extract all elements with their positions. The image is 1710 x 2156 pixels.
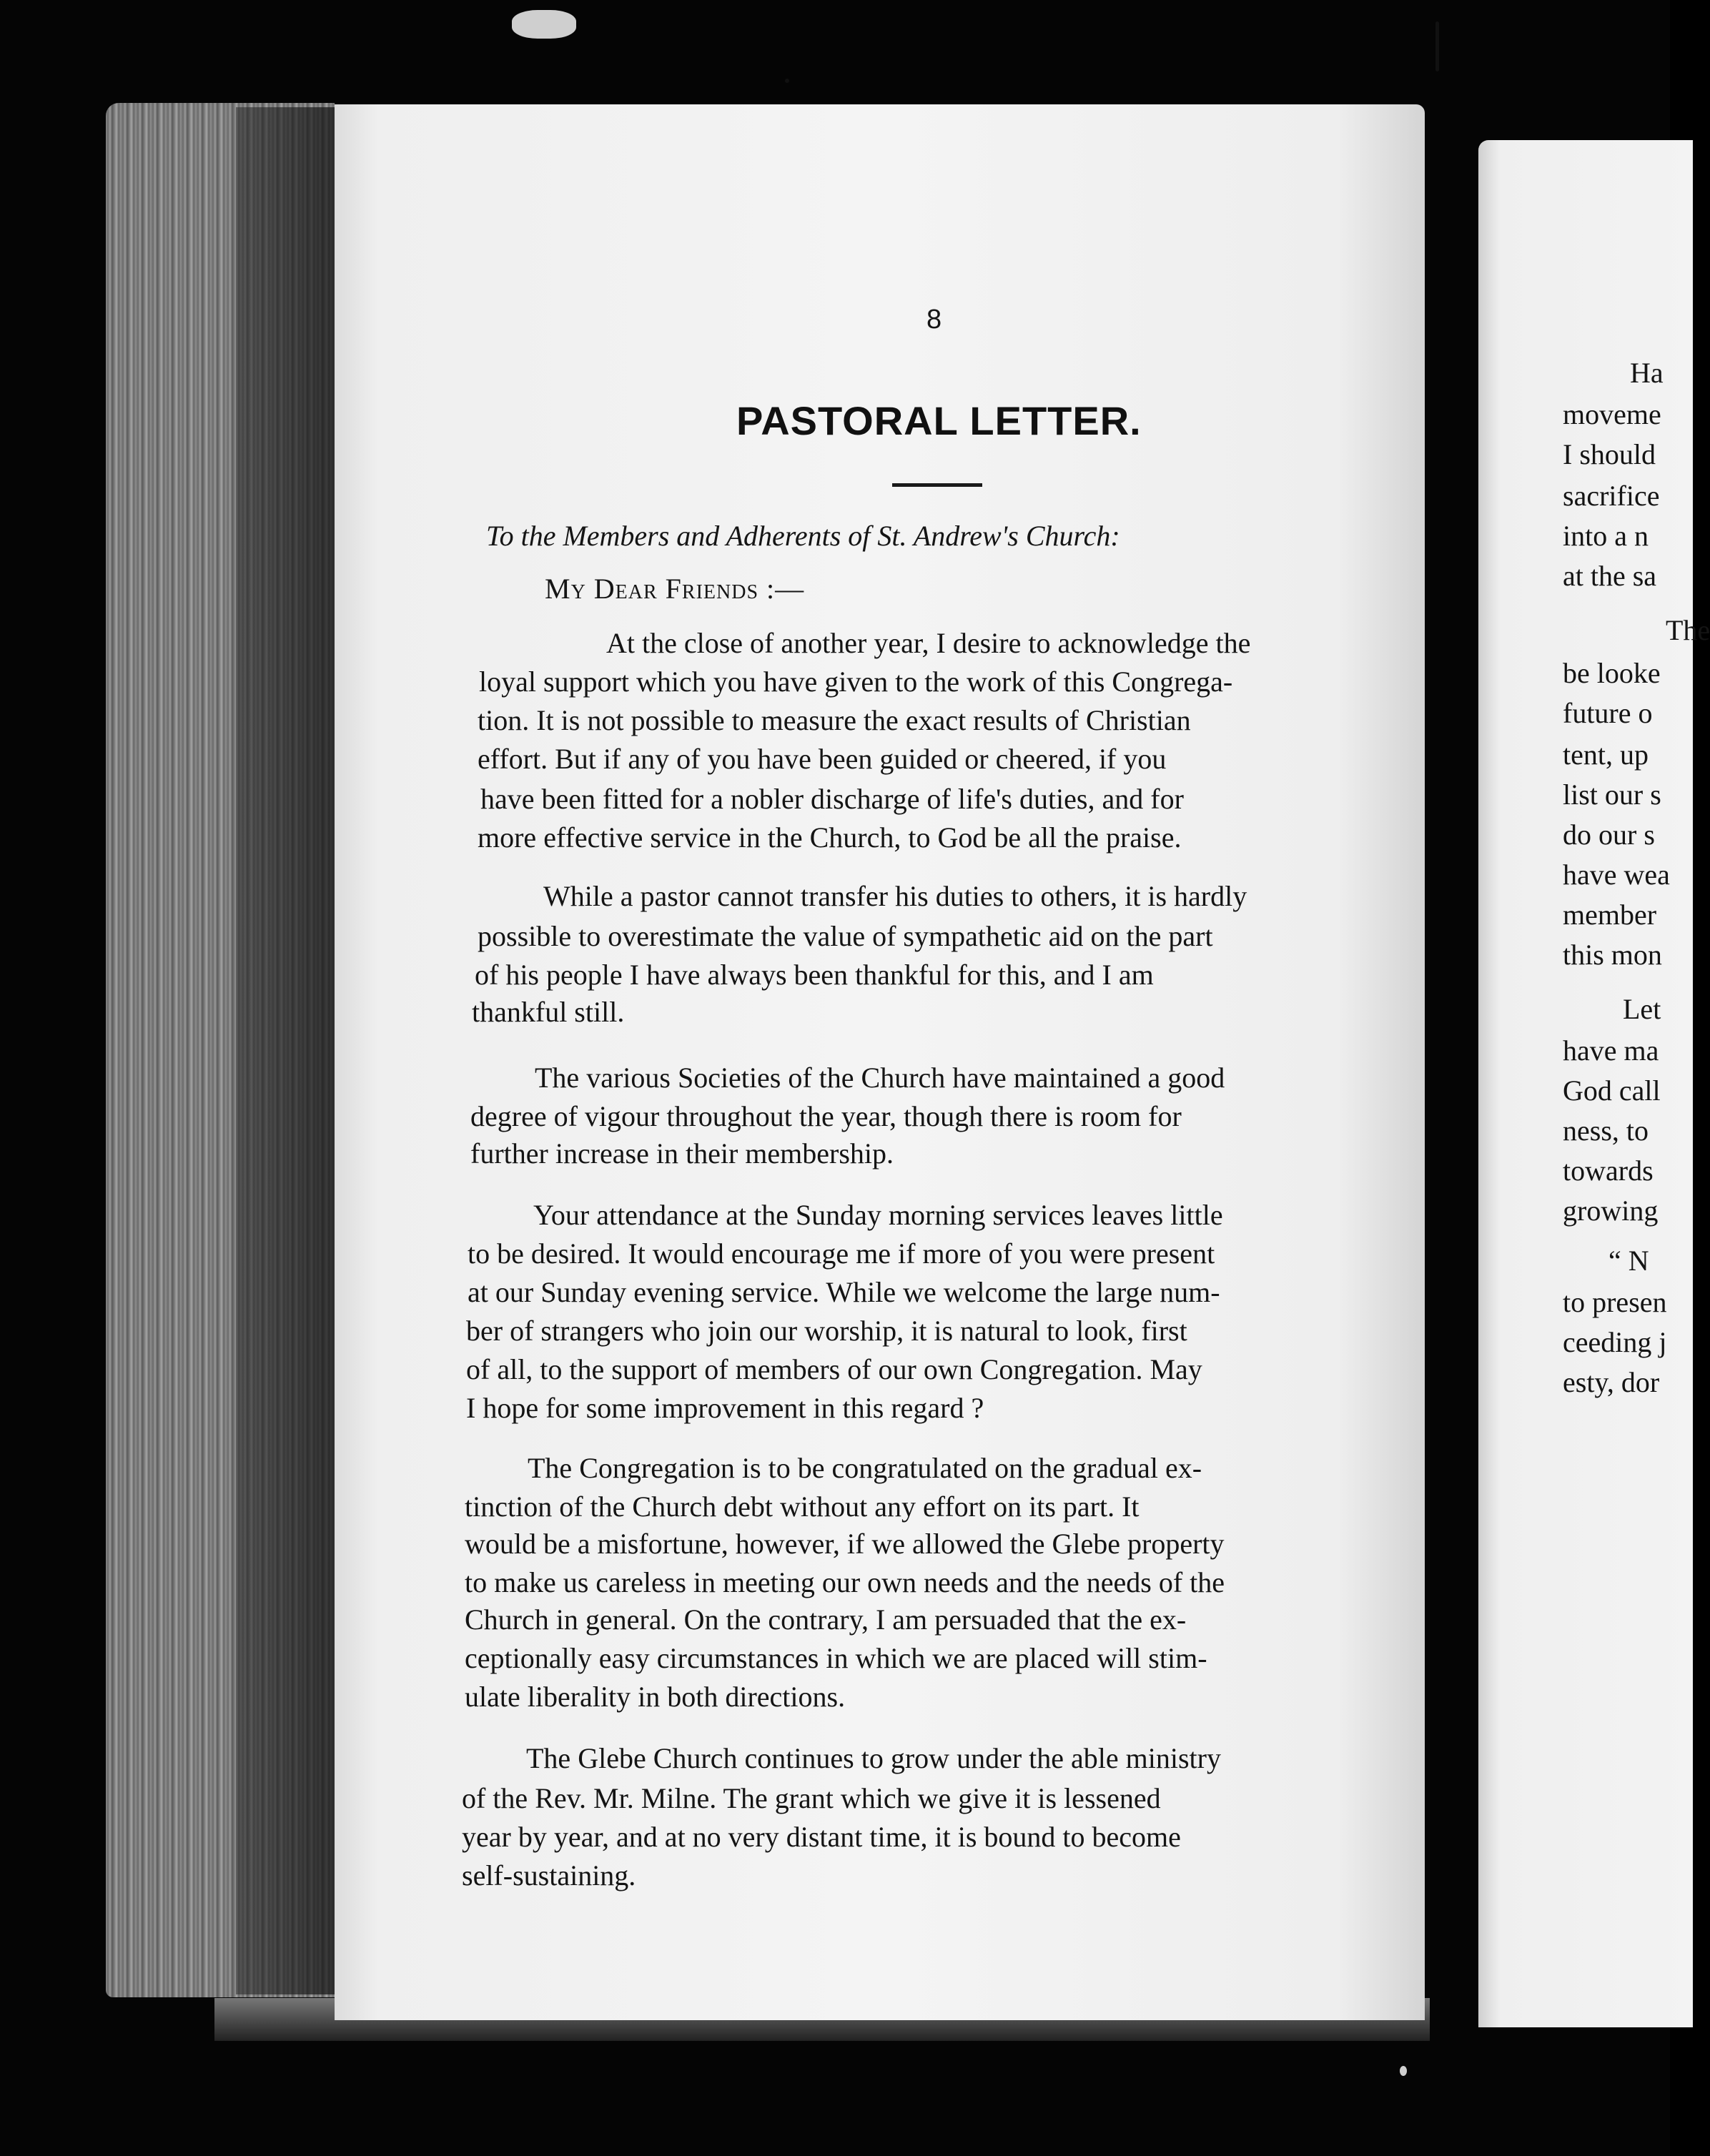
right-page-line: into a n (1563, 520, 1649, 552)
body-line: year by year, and at no very distant time, it is bound to become (462, 1821, 1181, 1853)
body-line: ulate liberality in both directions. (465, 1681, 846, 1713)
right-page-line: do our s (1563, 819, 1655, 851)
right-page-line: ceeding j (1563, 1326, 1667, 1358)
page-number: 8 (926, 305, 942, 335)
body-line: The Glebe Church continues to grow under the able ministry (526, 1742, 1221, 1774)
body-line: While a pastor cannot transfer his duties to others, it is hardly (543, 880, 1247, 912)
title-rule (892, 483, 982, 487)
body-line: further increase in their membership. (470, 1137, 894, 1170)
right-page-line: this mon (1563, 939, 1662, 971)
right-page-line: “ N (1608, 1245, 1649, 1277)
body-line: thankful still. (472, 996, 625, 1028)
body-line: degree of vigour throughout the year, though there is room for (470, 1100, 1182, 1132)
right-page-line: have wea (1563, 859, 1670, 891)
right-page-line: growing (1563, 1195, 1659, 1227)
right-page-line: towards (1563, 1154, 1654, 1187)
body-line: possible to overestimate the value of sympathetic aid on the part (478, 920, 1213, 952)
body-line: self-sustaining. (462, 1859, 636, 1892)
body-line: Church in general. On the contrary, I am persuaded that the ex- (465, 1603, 1187, 1636)
body-line: tinction of the Church debt without any effort on its part. It (465, 1490, 1140, 1523)
right-page-line: moveme (1563, 398, 1661, 430)
right-page-line: to presen (1563, 1286, 1667, 1318)
right-page-line: God call (1563, 1074, 1661, 1107)
body-line: tion. It is not possible to measure the exact results of Christian (478, 704, 1191, 736)
right-page-line: ness, to (1563, 1114, 1649, 1147)
right-page-line: at the sa (1563, 560, 1657, 592)
right-page-line: Ha (1630, 357, 1664, 389)
right-page-line: future o (1563, 697, 1653, 729)
body-line: I hope for some improvement in this regard ? (466, 1392, 984, 1424)
body-line: more effective service in the Church, to God be all the praise. (478, 821, 1182, 854)
body-line: have been fitted for a nobler discharge of life's duties, and for (480, 783, 1184, 815)
body-line: ceptionally easy circumstances in which we are placed will stim- (465, 1642, 1207, 1674)
right-page-line: list our s (1563, 778, 1661, 811)
body-line: ber of strangers who join our worship, it is natural to look, first (466, 1315, 1187, 1347)
right-page-line: Let (1623, 993, 1661, 1025)
right-page-line: The (1666, 614, 1710, 646)
body-line: loyal support which you have given to the work of this Congrega- (479, 666, 1233, 698)
right-page-line: member (1563, 899, 1657, 931)
right-page-line: esty, dor (1563, 1366, 1660, 1398)
body-line: The various Societies of the Church have maintained a good (535, 1062, 1225, 1094)
body-line: effort. But if any of you have been guided or cheered, if you (478, 743, 1167, 775)
right-page-line: be looke (1563, 657, 1661, 689)
body-line: at our Sunday evening service. While we welcome the large num- (468, 1276, 1220, 1308)
right-page-line: I should (1563, 438, 1656, 470)
body-line: to be desired. It would encourage me if more of you were present (468, 1237, 1215, 1270)
right-page (1478, 140, 1710, 2027)
body-line: At the close of another year, I desire to acknowledge the (606, 627, 1251, 659)
body-line: of all, to the support of members of our own Congregation. May (466, 1353, 1202, 1385)
body-line: of his people I have always been thankful for this, and I am (475, 959, 1154, 991)
body-line: would be a misfortune, however, if we allowed the Glebe property (465, 1528, 1225, 1560)
body-line: to make us careless in meeting our own needs and the needs of the (465, 1566, 1225, 1598)
letter-title: PASTORAL LETTER. (736, 398, 1142, 443)
right-page-line: tent, up (1563, 738, 1649, 771)
salutation: To the Members and Adherents of St. Andrew's Church: (486, 520, 1120, 552)
body-line: The Congregation is to be congratulated on the gradual ex- (528, 1452, 1202, 1484)
page-edge-shadow (236, 107, 336, 1994)
right-page-line: have ma (1563, 1034, 1659, 1067)
right-page-line: sacrifice (1563, 480, 1660, 512)
greeting: My Dear Friends :— (545, 573, 805, 605)
body-line: of the Rev. Mr. Milne. The grant which we give it is lessened (462, 1782, 1161, 1814)
body-line: Your attendance at the Sunday morning services leaves little (533, 1199, 1223, 1231)
